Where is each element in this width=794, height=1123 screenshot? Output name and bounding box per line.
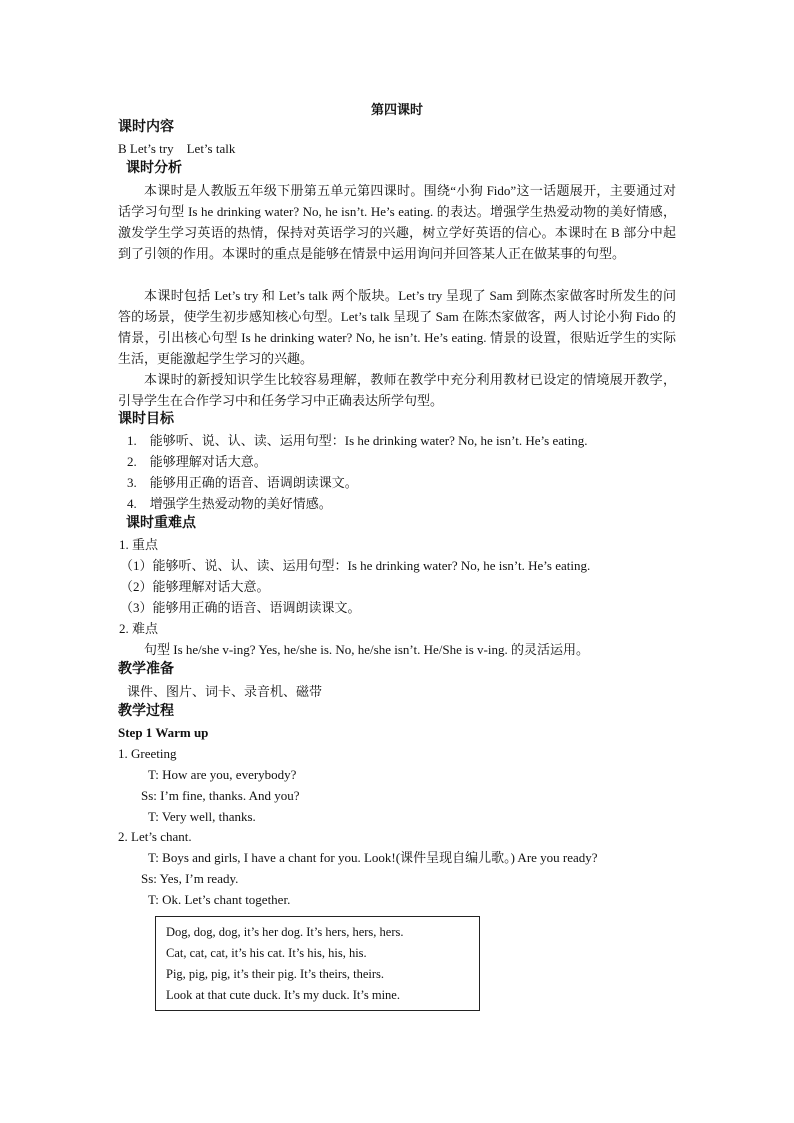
focus-item: （1）能够听、说、认、读、运用句型：Is he drinking water? No, he isn’t. He’s eating. — [120, 558, 591, 573]
dialogue-line: Ss: Yes, I’m ready. — [141, 871, 239, 886]
chant-line: Dog, dog, dog, it’s her dog. It’s hers, hers, hers. — [166, 925, 404, 939]
page-title: 第四课时 — [370, 102, 423, 117]
goal-item: 3. 能够用正确的语音、语调朗读课文。 — [127, 475, 358, 490]
section-heading-goals: 课时目标 — [118, 412, 174, 427]
goal-item: 4. 增强学生热爱动物的美好情感。 — [127, 496, 332, 511]
greeting-label: 1. Greeting — [118, 746, 177, 761]
chant-line: Cat, cat, cat, it’s his cat. It’s his, his, his. — [166, 946, 367, 960]
dialogue-line: T: Boys and girls, I have a chant for you. Look!(课件呈现自编儿歌。) Are you ready? — [148, 850, 598, 865]
chant-line: Pig, pig, pig, it’s their pig. It’s theirs, theirs. — [166, 967, 385, 981]
section-heading-analysis: 课时分析 — [126, 161, 182, 176]
chant-box — [155, 916, 480, 1011]
dialogue-line: Ss: I’m fine, thanks. And you? — [141, 788, 300, 803]
section-heading-process: 教学过程 — [118, 704, 174, 719]
focus-item: （3）能够用正确的语音、语调朗读课文。 — [120, 600, 361, 615]
dialogue-line: T: Ok. Let’s chant together. — [148, 892, 291, 907]
difficulty-label: 2. 难点 — [119, 621, 159, 636]
chant-label: 2. Let’s chant. — [118, 829, 192, 844]
focus-item: （2）能够理解对话大意。 — [120, 579, 270, 594]
analysis-paragraph-3: 本课时的新授知识学生比较容易理解，教师在教学中充分利用教材已设定的情境展开教学，引导学生在合作学习中和任务学习中正确表达所学句型。 — [118, 372, 676, 408]
difficulty-text: 句型 Is he/she v-ing? Yes, he/she is. No, he/she isn’t. He/She is v-ing. 的灵活运用。 — [144, 642, 589, 657]
goal-item: 1. 能够听、说、认、读、运用句型：Is he drinking water? No, he isn’t. He’s eating. — [127, 433, 588, 448]
goal-item: 2. 能够理解对话大意。 — [127, 454, 267, 469]
focus-label: 1. 重点 — [119, 537, 159, 552]
analysis-paragraph-1: 本课时是人教版五年级下册第五单元第四课时。围绕“小狗 Fido”这一话题展开，主要通过对话学习句型 Is he drinking water? No, he isn’t. He’s eating. 的表达。增强学生热爱动物的美好情感，激发学生学习英语的热情，保持对英语学习的兴趣，树立学好英语的信心。本课时在 B 部分中起到了引领的作用。本课时的重点是能够在情景中运用询问并回答某人正在做某事的句型。 — [118, 183, 676, 261]
section-heading-prep: 教学准备 — [118, 662, 174, 677]
chant-line: Look at that cute duck. It’s my duck. It’s mine. — [166, 988, 400, 1002]
content-text: B Let’s try Let’s talk — [118, 141, 236, 156]
dialogue-line: T: How are you, everybody? — [148, 767, 297, 782]
dialogue-line: T: Very well, thanks. — [148, 809, 256, 824]
prep-text: 课件、图片、词卡、录音机、磁带 — [127, 684, 323, 699]
section-heading-key-points: 课时重难点 — [126, 516, 196, 531]
section-heading-content: 课时内容 — [118, 120, 174, 135]
step-1-heading: Step 1 Warm up — [118, 725, 209, 740]
analysis-paragraph-2: 本课时包括 Let’s try 和 Let’s talk 两个版块。Let’s try 呈现了 Sam 到陈杰家做客时所发生的问答的场景，使学生初步感知核心句型。Let’s talk 呈现了 Sam 在陈杰家做客，两人讨论小狗 Fido 的情景，引出核心句型 Is he drinking water? No, he isn’t. He’s eating. 情景的设置，很贴近学生的实际生活，更能激起学生学习的兴趣。 — [118, 288, 676, 366]
